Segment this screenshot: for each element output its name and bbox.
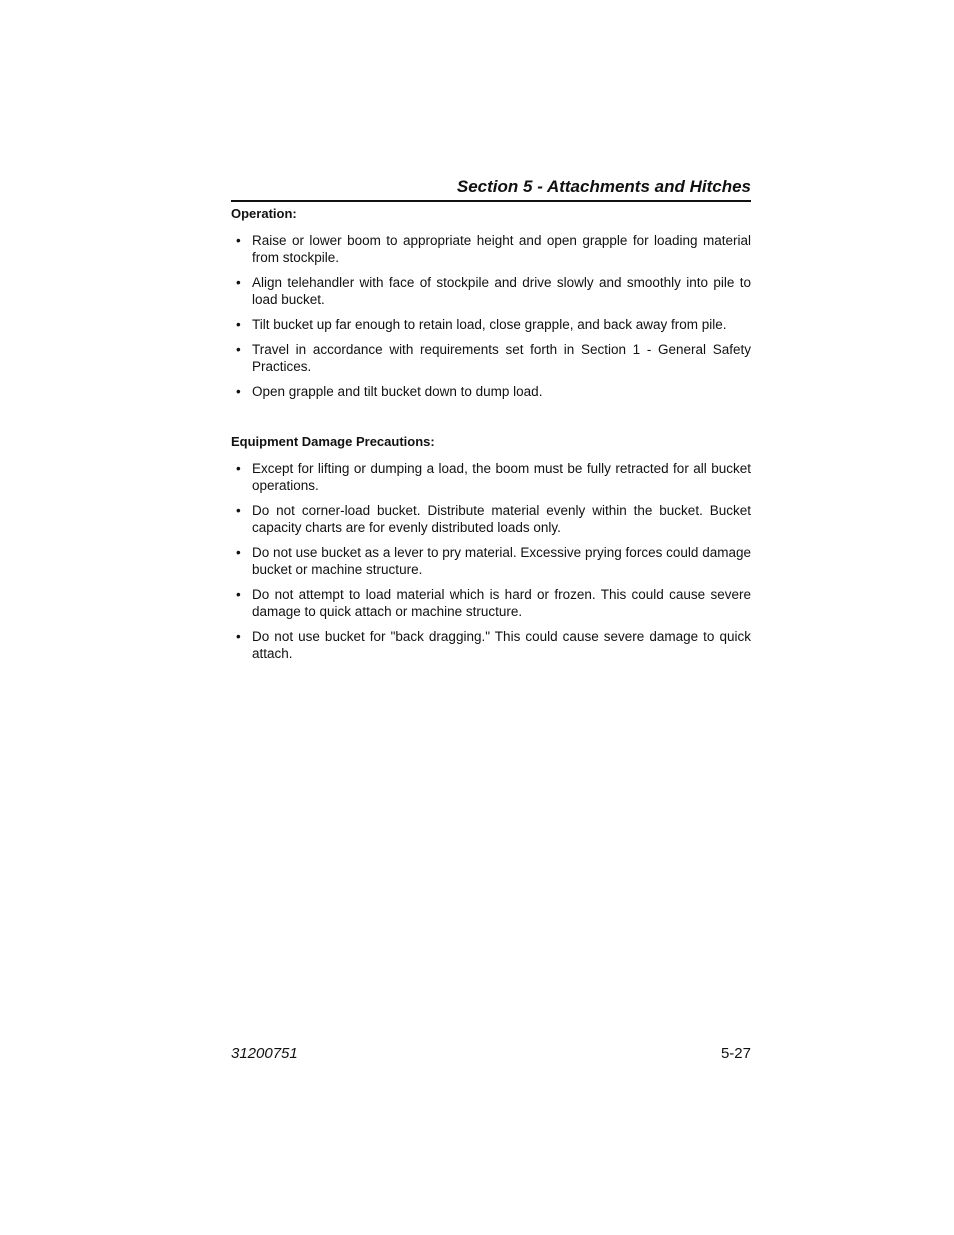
section-title: Section 5 - Attachments and Hitches (456, 177, 751, 196)
precautions-list (231, 460, 751, 662)
list-item (231, 586, 751, 620)
bullet-icon: • (236, 275, 241, 290)
list-item-text: Do not use bucket for "back dragging." This could cause severe damage to quick attach. (252, 629, 751, 661)
header-divider (231, 200, 751, 202)
bullet-icon: • (236, 384, 241, 399)
bullet-icon: • (236, 461, 241, 476)
list-item-text: Do not attempt to load material which is hard or frozen. This could cause severe damage to quick attach or machine structure. (252, 587, 751, 619)
list-item-text: Except for lifting or dumping a load, the boom must be fully retracted for all bucket operations. (252, 461, 751, 493)
bullet-icon: • (236, 233, 241, 248)
list-item-text: Travel in accordance with requirements set forth in Section 1 - General Safety Practices. (252, 342, 751, 374)
list-item-text: Open grapple and tilt bucket down to dump load. (252, 384, 543, 399)
list-item-text: Tilt bucket up far enough to retain load, close grapple, and back away from pile. (252, 317, 727, 332)
bullet-icon: • (236, 503, 241, 518)
bullet-icon: • (236, 317, 241, 332)
page-number: 5-27 (720, 1045, 751, 1062)
list-item (231, 628, 751, 662)
bullet-icon: • (236, 342, 241, 357)
operation-heading: Operation: (231, 206, 297, 221)
list-item-text: Do not use bucket as a lever to pry material. Excessive prying forces could damage bucket or machine structure. (252, 545, 751, 577)
list-item (231, 544, 751, 578)
document-number: 31200751 (231, 1045, 298, 1062)
operation-list (231, 232, 751, 400)
list-item (231, 460, 751, 494)
list-item (231, 341, 751, 375)
list-item-text: Do not corner-load bucket. Distribute material evenly within the bucket. Bucket capacity charts are for evenly distributed loads only. (252, 503, 751, 535)
list-item (231, 316, 751, 333)
bullet-icon: • (236, 587, 241, 602)
precautions-heading: Equipment Damage Precautions: (231, 434, 435, 449)
list-item (231, 232, 751, 266)
list-item-text: Align telehandler with face of stockpile and drive slowly and smoothly into pile to load bucket. (252, 275, 751, 307)
page-content (231, 205, 751, 670)
bullet-icon: • (236, 545, 241, 560)
bullet-icon: • (236, 629, 241, 644)
list-item (231, 502, 751, 536)
list-item-text: Raise or lower boom to appropriate height and open grapple for loading material from stockpile. (252, 233, 751, 265)
list-item (231, 383, 751, 400)
list-item (231, 274, 751, 308)
